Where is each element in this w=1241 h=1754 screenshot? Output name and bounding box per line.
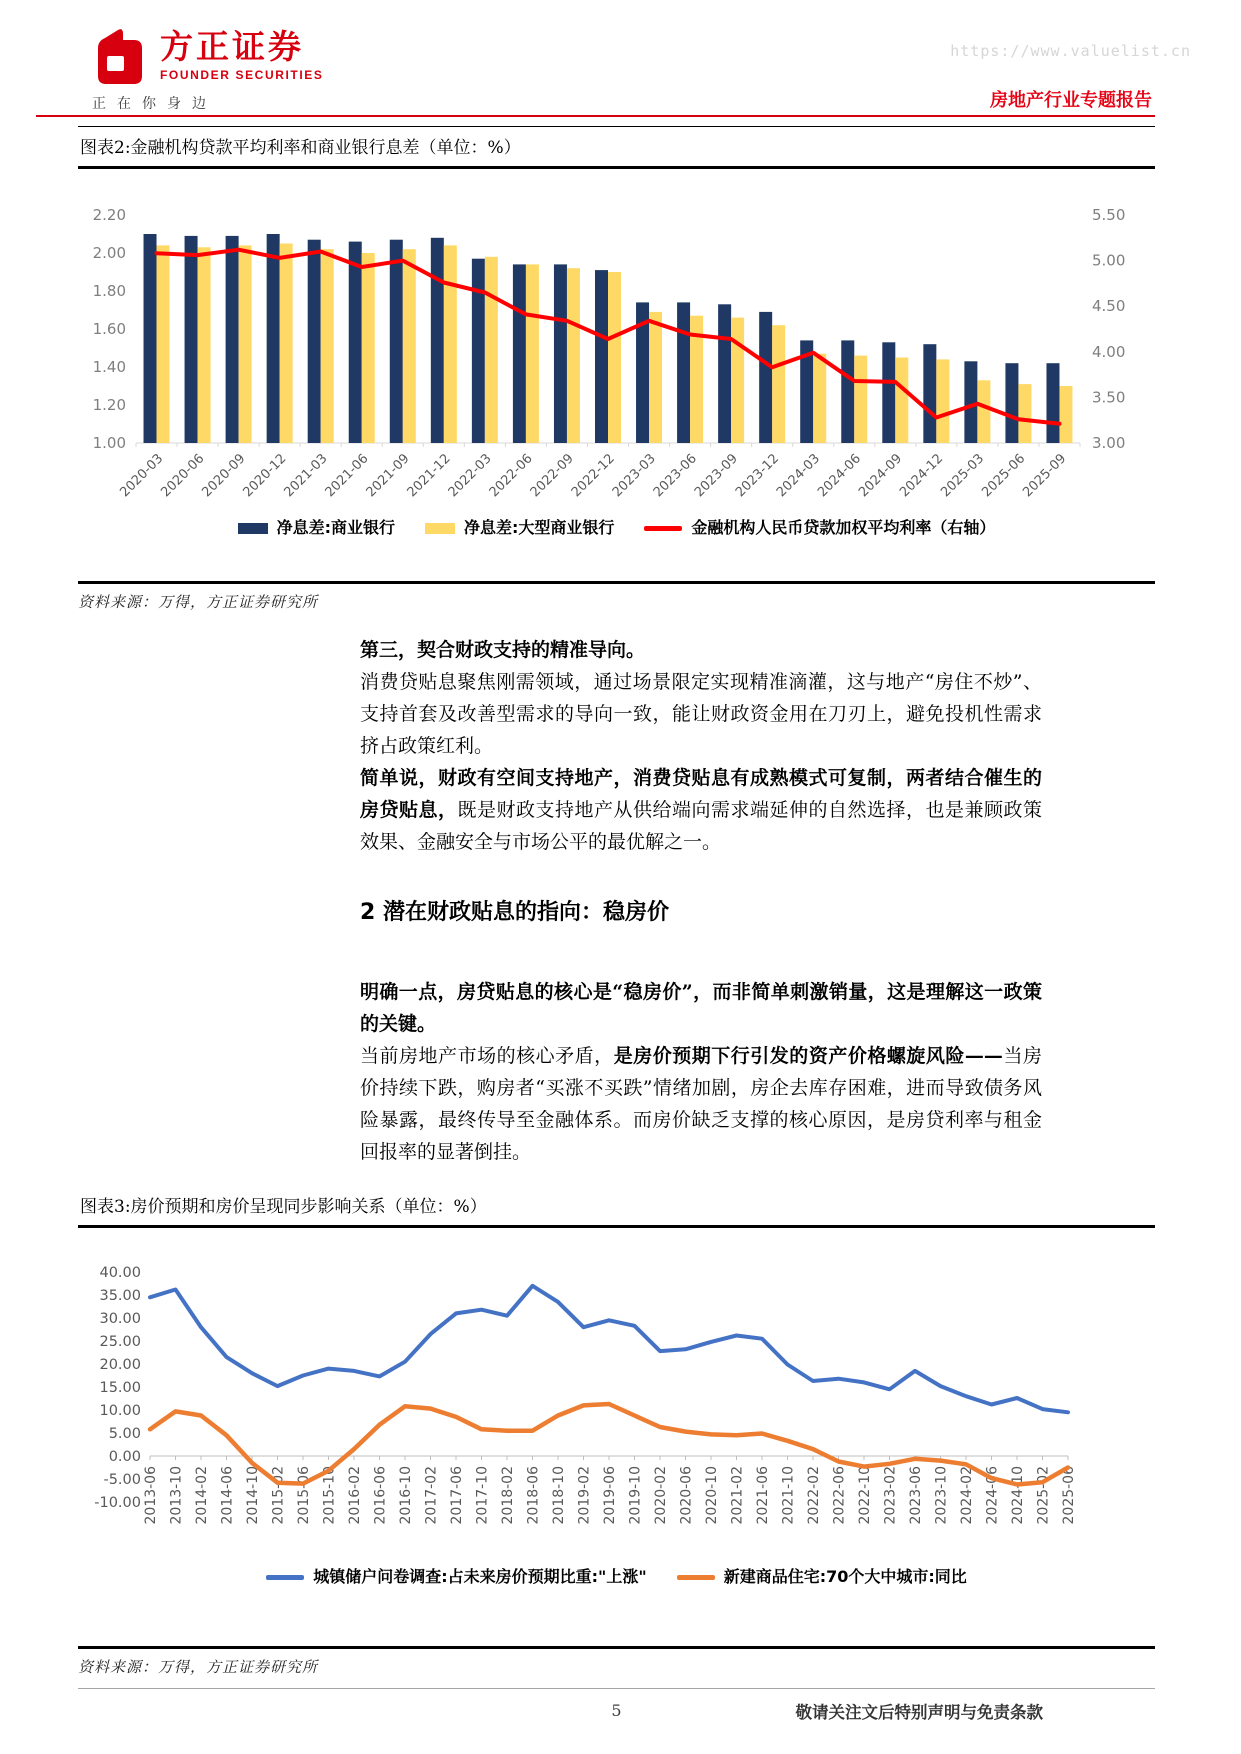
svg-text:-5.00: -5.00 [103, 1472, 141, 1488]
svg-text:2022-06: 2022-06 [831, 1466, 848, 1525]
svg-text:-10.00: -10.00 [94, 1495, 141, 1511]
svg-text:2014-10: 2014-10 [245, 1466, 261, 1525]
yellow-bar-swatch-icon [425, 523, 455, 534]
svg-text:2016-10: 2016-10 [398, 1466, 414, 1525]
svg-text:2.20: 2.20 [92, 206, 126, 224]
report-type-label: 房地产行业专题报告 [990, 90, 1152, 111]
svg-text:2025-02: 2025-02 [1035, 1466, 1052, 1525]
brand-block [160, 27, 324, 82]
founder-securities-logo-icon [88, 28, 148, 90]
svg-text:2020-06: 2020-06 [678, 1466, 695, 1525]
svg-text:2015-02: 2015-02 [270, 1466, 287, 1525]
figure2-chart-svg [78, 169, 1155, 511]
section-heading-2: 2 潜在财政贴息的指向：稳房价 [360, 900, 669, 925]
svg-text:40.00: 40.00 [99, 1265, 141, 1281]
paragraph-4: 明确一点，房贷贴息的核心是“稳房价”，而非简单刺激销量，这是理解这一政策的关键。 [360, 981, 1042, 1035]
svg-text:2021-12: 2021-12 [404, 451, 454, 501]
svg-text:2024-02: 2024-02 [959, 1466, 975, 1525]
svg-text:2023-02: 2023-02 [882, 1466, 899, 1525]
svg-text:2021-03: 2021-03 [281, 451, 331, 501]
page-header [0, 0, 1241, 117]
svg-text:2021-10: 2021-10 [780, 1466, 797, 1525]
figure3-source: 资料来源：万得，方正证券研究所 [78, 1646, 1155, 1677]
svg-text:1.20: 1.20 [92, 396, 126, 414]
svg-text:2025-06: 2025-06 [979, 451, 1029, 501]
figure2-legend [78, 515, 1155, 538]
svg-text:2021-06: 2021-06 [322, 451, 372, 501]
figure3-legend [78, 1564, 1155, 1587]
svg-text:10.00: 10.00 [99, 1403, 141, 1419]
svg-text:1.80: 1.80 [92, 282, 126, 300]
svg-text:3.50: 3.50 [1092, 388, 1126, 407]
svg-text:5.50: 5.50 [1092, 206, 1126, 224]
svg-text:2020-12: 2020-12 [240, 451, 290, 501]
svg-text:5.00: 5.00 [108, 1426, 141, 1442]
svg-text:2023-10: 2023-10 [933, 1466, 950, 1525]
svg-text:2020-03: 2020-03 [117, 451, 167, 501]
navy-bar-swatch-icon [238, 523, 268, 534]
red-line-swatch-icon [644, 526, 682, 531]
svg-text:2020-09: 2020-09 [199, 451, 249, 501]
svg-text:2018-06: 2018-06 [525, 1466, 542, 1525]
brand-tagline: 正在你身边 [92, 96, 217, 112]
svg-text:2019-02: 2019-02 [576, 1466, 593, 1525]
svg-text:2014-06: 2014-06 [219, 1466, 236, 1525]
svg-text:2.00: 2.00 [92, 244, 126, 262]
svg-text:1.40: 1.40 [92, 358, 126, 376]
svg-text:2023-06: 2023-06 [908, 1466, 924, 1525]
svg-text:2013-10: 2013-10 [168, 1466, 185, 1525]
watermark-url: https://www.valuelist.cn [950, 42, 1191, 60]
svg-text:2023-03: 2023-03 [609, 451, 659, 501]
svg-text:2021-02: 2021-02 [729, 1466, 746, 1525]
svg-text:2022-03: 2022-03 [445, 451, 495, 501]
svg-text:2024-06: 2024-06 [815, 451, 865, 501]
svg-text:2022-10: 2022-10 [857, 1466, 873, 1525]
svg-text:2024-12: 2024-12 [897, 451, 947, 501]
svg-text:4.00: 4.00 [1092, 342, 1126, 361]
paragraph-1: 第三，契合财政支持的精准导向。 [360, 639, 646, 661]
legend-item-bank-nim: 净息差:商业银行 [238, 515, 395, 538]
svg-text:2017-02: 2017-02 [423, 1466, 440, 1525]
body-text [360, 634, 1042, 1168]
svg-text:2014-02: 2014-02 [194, 1466, 210, 1525]
svg-text:2015-06: 2015-06 [296, 1466, 312, 1525]
svg-text:2023-06: 2023-06 [650, 451, 700, 501]
svg-text:2020-06: 2020-06 [158, 451, 208, 501]
svg-text:2016-02: 2016-02 [347, 1466, 363, 1525]
svg-text:2016-06: 2016-06 [372, 1466, 389, 1525]
svg-text:2018-10: 2018-10 [551, 1466, 567, 1525]
figure3-chart-svg [78, 1228, 1155, 1530]
svg-text:2017-06: 2017-06 [449, 1466, 465, 1525]
svg-text:2022-09: 2022-09 [527, 451, 577, 501]
svg-text:2013-06: 2013-06 [143, 1466, 159, 1525]
blue-line-swatch-icon [266, 1575, 304, 1580]
figure3-title: 图表3:房价预期和房价呈现同步影响关系（单位：%） [78, 1186, 1155, 1228]
figure2-source: 资料来源：万得，方正证券研究所 [78, 581, 1155, 612]
page-footer [78, 1688, 1155, 1739]
svg-text:5.00: 5.00 [1092, 251, 1126, 270]
svg-text:2024-03: 2024-03 [774, 451, 824, 501]
svg-text:15.00: 15.00 [99, 1380, 141, 1396]
svg-text:2022-02: 2022-02 [806, 1466, 822, 1525]
svg-text:2021-09: 2021-09 [363, 451, 413, 501]
svg-text:1.60: 1.60 [92, 320, 126, 338]
svg-text:1.00: 1.00 [92, 434, 126, 452]
orange-line-swatch-icon [677, 1575, 715, 1580]
brand-name-en: FOUNDER SECURITIES [160, 68, 324, 82]
svg-text:2022-06: 2022-06 [486, 451, 536, 501]
svg-text:2019-10: 2019-10 [627, 1466, 644, 1525]
header-divider [36, 115, 1155, 117]
svg-text:30.00: 30.00 [99, 1311, 141, 1327]
svg-text:2023-09: 2023-09 [691, 451, 741, 501]
figure3-block [78, 1186, 1155, 1587]
paragraph-2: 消费贷贴息聚焦刚需领域，通过场景限定实现精准滴灌，这与地产“房住不炒”、支持首套及改善型需求的导向一致，能让财政资金用在刀刃上，避免投机性需求挤占政策红利。 [360, 671, 1042, 757]
svg-text:2018-02: 2018-02 [500, 1466, 516, 1525]
svg-text:2024-10: 2024-10 [1010, 1466, 1026, 1525]
page-number: 5 [611, 1701, 622, 1720]
svg-text:2023-12: 2023-12 [732, 451, 783, 501]
svg-text:2025-03: 2025-03 [938, 451, 988, 501]
brand-name-cn: 方正证券 [160, 27, 304, 66]
legend-item-loan-rate: 金融机构人民币贷款加权平均利率（右轴） [644, 515, 995, 538]
svg-text:2022-12: 2022-12 [568, 451, 618, 501]
svg-text:2024-09: 2024-09 [856, 451, 906, 501]
figure2-title: 图表2:金融机构贷款平均利率和商业银行息差（单位：%） [78, 126, 1155, 169]
disclaimer-notice: 敬请关注文后特别声明与免责条款 [795, 1703, 1043, 1722]
svg-text:2017-10: 2017-10 [474, 1466, 491, 1525]
legend-item-new-home-yoy: 新建商品住宅:70个大中城市:同比 [677, 1564, 967, 1587]
svg-text:0.00: 0.00 [108, 1449, 141, 1465]
paragraph-3: 简单说，财政有空间支持地产，消费贷贴息有成熟模式可复制，两者结合催生的房贷贴息，既是财政支持地产从供给端向需求端延伸的自然选择，也是兼顾政策效果、金融安全与市场公平的最优解之一。 [360, 767, 1042, 853]
svg-text:3.00: 3.00 [1092, 434, 1126, 452]
svg-text:2020-02: 2020-02 [653, 1466, 669, 1525]
legend-item-price-expectation: 城镇储户问卷调查:占未来房价预期比重:"上涨" [266, 1564, 646, 1587]
svg-text:2025-09: 2025-09 [1020, 451, 1070, 501]
svg-text:2019-06: 2019-06 [602, 1466, 618, 1525]
svg-text:4.50: 4.50 [1092, 297, 1126, 316]
svg-text:2021-06: 2021-06 [755, 1466, 771, 1525]
svg-text:2020-10: 2020-10 [704, 1466, 720, 1525]
figure2-block [78, 126, 1155, 538]
legend-item-large-bank-nim: 净息差:大型商业银行 [425, 515, 614, 538]
svg-text:20.00: 20.00 [99, 1357, 141, 1373]
svg-text:2015-10: 2015-10 [321, 1466, 338, 1525]
svg-text:35.00: 35.00 [99, 1288, 141, 1304]
paragraph-5: 当前房地产市场的核心矛盾，是房价预期下行引发的资产价格螺旋风险——当房价持续下跌，购房者“买涨不买跌”情绪加剧，房企去库存困难，进而导致债务风险暴露，最终传导至金融体系。而房价缺乏支撑的核心原因，是房贷利率与租金回报率的显著倒挂。 [360, 1045, 1042, 1163]
svg-text:2025-06: 2025-06 [1061, 1466, 1077, 1525]
svg-text:2024-06: 2024-06 [984, 1466, 1001, 1525]
svg-text:25.00: 25.00 [99, 1334, 141, 1350]
